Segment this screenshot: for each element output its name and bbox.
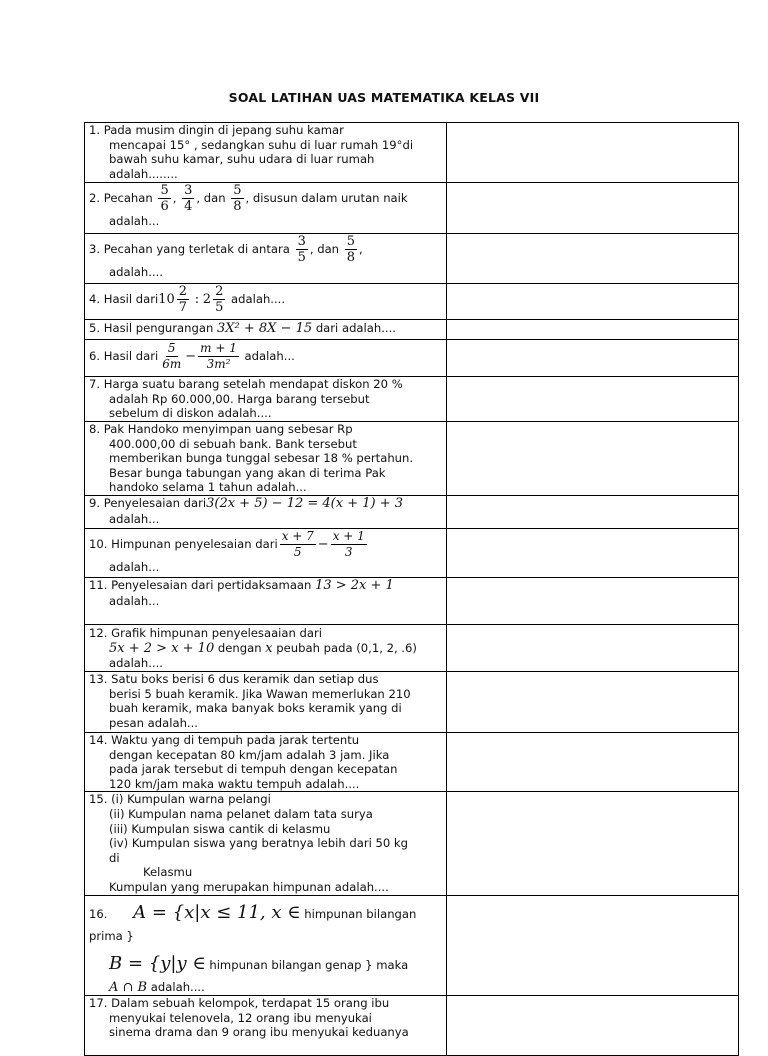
q4-prefix: 4. Hasil dari [89,292,159,306]
answer-cell-14[interactable] [447,733,739,792]
q3-fraction-1: $\frac{3}{5}$ [297,234,306,265]
answer-cell-7[interactable] [447,377,739,422]
q11-line-2: adalah... [109,593,160,608]
q13-line-2: berisi 5 buah keramik. Jika Wawan memerlukan 210 [109,686,411,701]
question-cell-14 [85,733,447,792]
q6-fraction-2: $\frac{m + 1}{\text{3m²}}$ [200,341,237,371]
answer-cell-10[interactable] [447,529,739,578]
q10-line-2: adalah... [109,560,160,574]
question-cell-1 [85,123,447,183]
question-cell-5 [85,320,447,340]
question-row-16 [85,895,739,996]
question-cell-16 [85,895,447,996]
q15-line-7: Kumpulan yang merupakan himpunan adalah.... [109,879,389,894]
q4-whole-1: 10 [158,292,175,307]
question-row-13 [85,672,739,733]
q2-fraction-2: $\frac{3}{4}$ [184,183,193,214]
q12-mid: dengan [217,640,262,655]
q10-operator: − [317,537,329,552]
q13-line-4: pesan adalah... [109,715,198,730]
answer-cell-15[interactable] [447,792,739,895]
answer-cell-8[interactable] [447,422,739,496]
q8-line-5: handoko selama 1 tahun adalah... [109,480,307,495]
q12-line-1: 12. Grafik himpunan penyelesaaian dari [89,626,322,640]
q2-line-2: adalah... [109,214,160,228]
q15-line-5: di [109,850,120,865]
q3-suffix: , [359,242,363,256]
question-cell-10 [85,529,447,578]
q10-fraction-2: $\frac{x + 1}{3}$ [332,529,365,559]
q5-suffix: dari adalah.... [315,321,396,335]
q6-fraction-1: $\frac{5}{6m}$ [162,341,182,371]
question-row-17 [85,996,739,1056]
q2-prefix: 2. Pecahan [89,191,153,205]
q16-set-a: A = {x|x ≤ 11, x ∈ [133,901,301,923]
q11-expression: 13 > 2x + 1 [315,578,394,593]
q17-line-2: menyukai telenovela, 12 orang ibu menyukai [109,1010,372,1025]
q4-operator: : [194,292,200,307]
q4-fraction-1: $\frac{2}{7}$ [178,284,188,315]
question-row-8 [85,422,739,496]
q12-variable: x [265,640,273,656]
question-cell-4 [85,284,447,320]
q2-fraction-3: $\frac{5}{8}$ [233,183,242,214]
question-cell-7 [85,377,447,422]
q12-suffix: peubah pada (0,1, 2, .6) [276,640,417,655]
q10-prefix: 10. Himpunan penyelesaian dari [89,537,278,551]
q13-line-3: buah keramik, maka banyak boks keramik yang di [109,701,402,716]
answer-cell-17[interactable] [447,996,739,1056]
question-row-5 [85,320,739,340]
question-row-14 [85,733,739,792]
q2-sep-2: , dan [196,191,226,205]
q17-line-3: sinema drama dan 9 orang ibu menyukai keduanya [109,1025,409,1040]
q2-fraction-1: $\frac{5}{6}$ [160,183,169,214]
q9-prefix: 9. Penyelesaian dari [89,496,207,510]
question-cell-15 [85,792,447,895]
q15-line-4: (iv) Kumpulan siswa yang beratnya lebih dari 50 kg [109,836,409,851]
answer-cell-1[interactable] [447,123,739,183]
answer-cell-4[interactable] [447,284,739,320]
q3-sep: , dan [309,242,340,256]
q16-set-b-suffix: himpunan bilangan genap } maka [209,957,409,972]
q8-line-1: 8. Pak Handoko menyimpan uang sebesar Rp [89,422,353,436]
q6-prefix: 6. Hasil dari [89,349,159,363]
q16-number: 16. [89,906,108,921]
q16-expression: A ∩ B [109,979,148,995]
q9-line-2: adalah... [109,511,160,526]
q6-operator: − [185,349,197,364]
q8-line-4: Besar bunga tabungan yang akan di terima Pak [109,465,386,480]
q3-prefix: 3. Pecahan yang terletak di antara [89,242,290,256]
q15-line-2: (ii) Kumpulan nama pelanet dalam tata surya [109,806,373,821]
q5-prefix: 5. Hasil pengurangan [89,321,214,335]
q4-suffix: adalah.... [231,292,286,306]
question-row-15 [85,792,739,895]
q14-line-3: pada jarak tersebut di tempuh dengan kecepatan [109,762,398,777]
q15-line-6: Kelasmu [143,865,193,880]
q14-line-1: 14. Waktu yang di tempuh pada jarak tertentu [89,733,360,747]
q2-sep-1: , [172,191,177,205]
page-title: SOAL LATIHAN UAS MATEMATIKA KELAS VII [228,90,540,105]
question-row-1 [85,123,739,183]
q15-line-1: 15. (i) Kumpulan warna pelangi [89,792,271,807]
answer-cell-6[interactable] [447,340,739,377]
q8-line-2: 400.000,00 di sebuah bank. Bank tersebut [109,436,357,451]
q1-line-2: mencapai 15° , sedangkan suhu di luar rumah 19°di [109,137,414,152]
q11-prefix: 11. Penyelesaian dari pertidaksamaan [89,578,312,592]
q14-line-4: 120 km/jam maka waktu tempuh adalah.... [109,776,360,791]
q17-line-1: 17. Dalam sebuah kelompok, terdapat 15 orang ibu [89,996,390,1011]
answer-cell-16[interactable] [447,895,739,996]
question-row-11 [85,578,739,625]
question-row-6 [85,340,739,377]
question-row-2 [85,183,739,234]
question-row-9 [85,496,739,529]
question-cell-8 [85,422,447,496]
answer-cell-11[interactable] [447,578,739,625]
q16-set-a-suffix: himpunan bilangan prima } [89,906,417,943]
answer-cell-2[interactable] [447,183,739,234]
q13-line-1: 13. Satu boks berisi 6 dus keramik dan setiap dus [89,672,379,686]
question-cell-11 [85,578,447,625]
answer-cell-3[interactable] [447,234,739,284]
q2-suffix: , disusun dalam urutan naik [245,191,408,205]
q16-set-b: B = {y|y ∈ [109,952,206,974]
question-cell-17 [85,996,447,1056]
q7-line-1: 7. Harga suatu barang setelah mendapat diskon 20 % [89,377,403,391]
q3-line-2: adalah.... [109,265,163,279]
q16-suffix: adalah.... [150,979,205,994]
q1-line-4: adalah........ [109,166,178,181]
question-cell-12 [85,625,447,672]
q7-line-3: sebelum di diskon adalah.... [109,406,272,421]
q1-line-1: 1. Pada musim dingin di jepang suhu kamar [89,123,344,137]
q9-expression: 3(2x + 5) − 12 = 4(x + 1) + 3 [206,496,404,511]
question-cell-9 [85,496,447,529]
q5-expression: 3X² + 8X − 15 [217,321,313,336]
q3-fraction-2: $\frac{5}{8}$ [346,234,355,265]
question-cell-3 [85,234,447,284]
q10-fraction-1: $\frac{x + 7}{5}$ [281,529,314,559]
q4-whole-2: 2 [202,292,212,307]
answer-cell-9[interactable] [447,496,739,529]
question-row-7 [85,377,739,422]
question-cell-6 [85,340,447,377]
answer-cell-12[interactable] [447,625,739,672]
question-cell-2 [85,183,447,234]
answer-cell-5[interactable] [447,320,739,340]
q15-line-3: (iii) Kumpulan siswa cantik di kelasmu [109,821,331,836]
question-row-3 [85,234,739,284]
q12-expression: 5x + 2 > x + 10 [109,640,215,656]
q7-line-2: adalah Rp 60.000,00. Harga barang tersebut [109,391,370,406]
question-row-4 [85,284,739,320]
answer-cell-13[interactable] [447,672,739,733]
q6-suffix: adalah... [244,349,295,363]
question-row-12 [85,625,739,672]
q1-line-3: bawah suhu kamar, suhu udara di luar rumah [109,152,375,167]
question-row-10 [85,529,739,578]
q8-line-3: memberikan bunga tunggal sebesar 18 % pertahun. [109,451,414,466]
question-cell-13 [85,672,447,733]
q4-fraction-2: $\frac{2}{5}$ [215,284,224,315]
q14-line-2: dengan kecepatan 80 km/jam adalah 3 jam. Jika [109,747,390,762]
question-table [84,122,739,1056]
q12-line-3: adalah.... [109,656,163,671]
